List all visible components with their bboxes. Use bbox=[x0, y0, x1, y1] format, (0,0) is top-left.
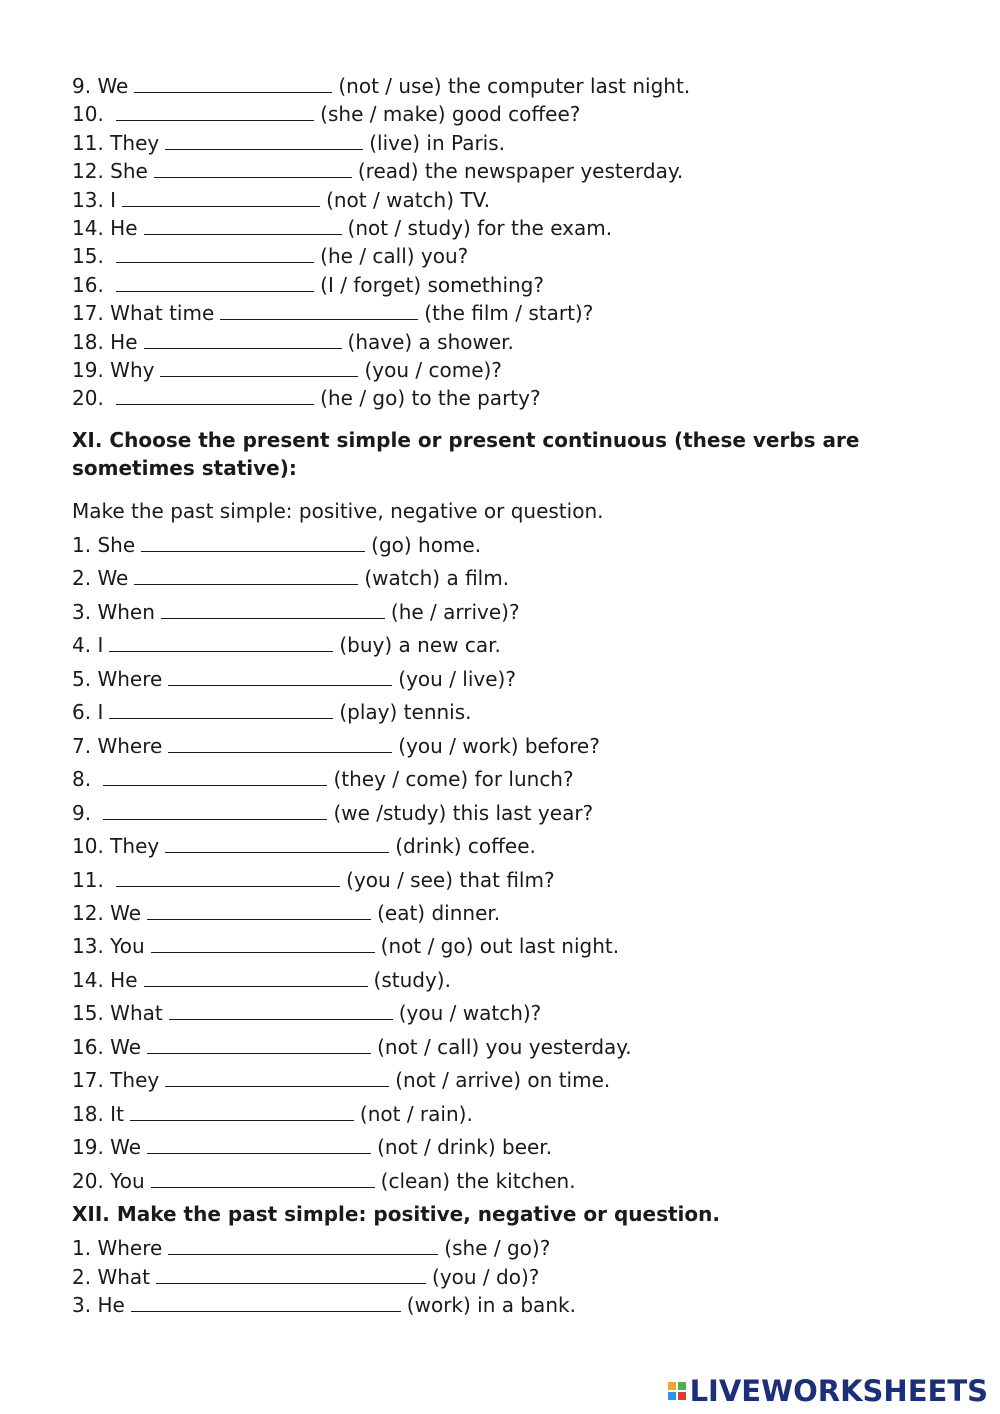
section-xi-instruction: Make the past simple: positive, negative or question. bbox=[72, 499, 604, 523]
xi-item bbox=[72, 1169, 576, 1193]
item-number: 13. bbox=[72, 187, 104, 212]
answer-blank[interactable] bbox=[116, 386, 314, 405]
item-number: 1. bbox=[72, 1236, 92, 1260]
item-number: 16. bbox=[72, 1034, 104, 1059]
xi-item bbox=[72, 968, 451, 992]
answer-blank[interactable] bbox=[122, 188, 320, 207]
xi-item bbox=[72, 533, 481, 557]
item-prompt: (not / rain). bbox=[359, 1101, 473, 1126]
item-prompt: (you / live)? bbox=[398, 666, 516, 691]
item-subject: They bbox=[110, 130, 160, 155]
item-number: 1. bbox=[72, 533, 92, 557]
item-prompt: (buy) a new car. bbox=[339, 633, 501, 658]
x-item bbox=[72, 358, 502, 382]
item-subject: We bbox=[110, 1034, 142, 1059]
answer-blank[interactable] bbox=[220, 301, 418, 320]
item-subject: He bbox=[97, 1293, 125, 1317]
item-prompt: (I / forget) something? bbox=[320, 272, 544, 297]
item-number: 10. bbox=[72, 102, 104, 127]
section-xii-heading: XII. Make the past simple: positive, negative or question. bbox=[72, 1202, 720, 1226]
item-number: 7. bbox=[72, 733, 92, 758]
item-number: 19. bbox=[72, 358, 104, 382]
item-prompt: (watch) a film. bbox=[364, 566, 510, 591]
xi-item bbox=[72, 734, 600, 758]
item-number: 11. bbox=[72, 867, 104, 892]
logo-square bbox=[668, 1382, 676, 1390]
item-number: 9. bbox=[72, 74, 92, 98]
logo-square bbox=[678, 1382, 686, 1390]
item-prompt: (play) tennis. bbox=[339, 700, 472, 725]
item-subject: I bbox=[97, 700, 104, 725]
item-prompt: (read) the newspaper yesterday. bbox=[357, 159, 684, 184]
item-prompt: (drink) coffee. bbox=[395, 834, 536, 859]
x-item bbox=[72, 74, 690, 98]
x-item bbox=[72, 273, 544, 297]
answer-blank[interactable] bbox=[131, 1293, 401, 1312]
item-subject: He bbox=[110, 967, 138, 992]
answer-blank[interactable] bbox=[147, 1135, 371, 1154]
item-prompt: (not / use) the computer last night. bbox=[338, 74, 691, 98]
item-prompt: (they / come) for lunch? bbox=[333, 767, 574, 792]
item-number: 14. bbox=[72, 216, 104, 240]
logo-square bbox=[668, 1392, 676, 1400]
logo-grid-icon bbox=[668, 1382, 686, 1400]
answer-blank[interactable] bbox=[161, 600, 385, 619]
item-number: 18. bbox=[72, 1101, 104, 1126]
answer-blank[interactable] bbox=[109, 700, 333, 719]
item-subject: You bbox=[110, 1168, 145, 1193]
item-number: 18. bbox=[72, 329, 104, 354]
section-xi-heading bbox=[72, 426, 892, 482]
answer-blank[interactable] bbox=[144, 216, 342, 235]
xii-item bbox=[72, 1236, 550, 1260]
xi-item bbox=[72, 1035, 632, 1059]
xi-item bbox=[72, 600, 520, 624]
xi-item bbox=[72, 667, 516, 691]
xi-item bbox=[72, 1102, 473, 1126]
item-prompt: (he / call) you? bbox=[320, 244, 469, 269]
xi-item bbox=[72, 633, 501, 657]
item-prompt: (eat) dinner. bbox=[377, 900, 501, 925]
answer-blank[interactable] bbox=[165, 131, 363, 150]
item-prompt: (not / arrive) on time. bbox=[395, 1068, 611, 1093]
x-item bbox=[72, 301, 593, 325]
item-number: 2. bbox=[72, 566, 92, 591]
item-prompt: (she / make) good coffee? bbox=[320, 102, 581, 127]
answer-blank[interactable] bbox=[134, 74, 332, 93]
item-number: 3. bbox=[72, 599, 92, 624]
answer-blank[interactable] bbox=[116, 868, 340, 887]
item-subject: He bbox=[110, 329, 138, 354]
item-prompt: (not / call) you yesterday. bbox=[377, 1034, 632, 1059]
answer-blank[interactable] bbox=[144, 330, 342, 349]
item-prompt: (clean) the kitchen. bbox=[380, 1168, 576, 1193]
item-subject: We bbox=[97, 74, 129, 98]
item-prompt: (we /study) this last year? bbox=[333, 800, 594, 825]
item-subject: Why bbox=[110, 358, 155, 382]
item-number: 15. bbox=[72, 1001, 104, 1026]
brand-name: LIVEWORKSHEETS bbox=[689, 1374, 988, 1408]
item-subject: We bbox=[110, 900, 142, 925]
xi-item bbox=[72, 1135, 552, 1159]
x-item bbox=[72, 159, 683, 183]
item-number: 20. bbox=[72, 386, 104, 411]
item-subject: They bbox=[110, 834, 160, 859]
item-subject: We bbox=[97, 566, 129, 591]
xi-item bbox=[72, 700, 472, 724]
item-subject: We bbox=[110, 1135, 142, 1160]
answer-blank[interactable] bbox=[156, 1265, 426, 1284]
item-subject: What time bbox=[110, 301, 215, 326]
item-prompt: (not / watch) TV. bbox=[326, 187, 491, 212]
item-prompt: (you / see) that film? bbox=[346, 867, 555, 892]
item-prompt: (she / go)? bbox=[444, 1236, 551, 1260]
item-number: 15. bbox=[72, 244, 104, 269]
answer-blank[interactable] bbox=[116, 244, 314, 263]
answer-blank[interactable] bbox=[103, 767, 327, 786]
item-number: 4. bbox=[72, 633, 92, 658]
item-number: 10. bbox=[72, 834, 104, 859]
item-subject: He bbox=[110, 216, 138, 240]
item-subject: They bbox=[110, 1068, 160, 1093]
item-subject: Where bbox=[97, 666, 163, 691]
answer-blank[interactable] bbox=[147, 901, 371, 920]
answer-blank[interactable] bbox=[116, 273, 314, 292]
answer-blank[interactable] bbox=[151, 934, 375, 953]
answer-blank[interactable] bbox=[151, 1169, 375, 1188]
liveworksheets-logo bbox=[668, 1374, 988, 1408]
item-number: 16. bbox=[72, 272, 104, 297]
answer-blank[interactable] bbox=[154, 159, 352, 178]
item-prompt: (you / watch)? bbox=[398, 1001, 542, 1026]
answer-blank[interactable] bbox=[144, 968, 368, 987]
xi-item bbox=[72, 934, 619, 958]
item-prompt: (you / come)? bbox=[364, 358, 502, 382]
answer-blank[interactable] bbox=[168, 734, 392, 753]
item-prompt: (have) a shower. bbox=[347, 329, 514, 354]
answer-blank[interactable] bbox=[103, 801, 327, 820]
item-subject: It bbox=[110, 1101, 124, 1126]
answer-blank[interactable] bbox=[169, 1001, 393, 1020]
x-item bbox=[72, 330, 514, 354]
item-number: 6. bbox=[72, 700, 92, 725]
x-item bbox=[72, 188, 490, 212]
logo-square bbox=[678, 1392, 686, 1400]
item-number: 9. bbox=[72, 800, 92, 825]
item-subject: What bbox=[110, 1001, 163, 1026]
item-prompt: (the film / start)? bbox=[424, 301, 594, 326]
answer-blank[interactable] bbox=[141, 533, 365, 552]
item-number: 19. bbox=[72, 1135, 104, 1160]
item-number: 17. bbox=[72, 301, 104, 326]
item-number: 2. bbox=[72, 1264, 92, 1289]
xii-item bbox=[72, 1293, 576, 1317]
item-subject: Where bbox=[97, 733, 163, 758]
section-xi-heading-line1: XI. Choose the present simple or present continuous (these verbs are bbox=[72, 428, 860, 452]
item-number: 12. bbox=[72, 900, 104, 925]
section-xi-heading-line2: sometimes stative): bbox=[72, 456, 297, 480]
item-subject: She bbox=[97, 533, 136, 557]
item-subject: I bbox=[97, 633, 104, 658]
xi-item bbox=[72, 1001, 541, 1025]
item-number: 11. bbox=[72, 130, 104, 155]
answer-blank[interactable] bbox=[147, 1035, 371, 1054]
item-prompt: (not / drink) beer. bbox=[377, 1135, 553, 1160]
item-number: 8. bbox=[72, 767, 92, 792]
item-prompt: (work) in a bank. bbox=[406, 1293, 576, 1317]
xi-item bbox=[72, 801, 593, 825]
item-number: 20. bbox=[72, 1168, 104, 1193]
answer-blank[interactable] bbox=[134, 566, 358, 585]
answer-blank[interactable] bbox=[160, 358, 358, 377]
item-prompt: (go) home. bbox=[371, 533, 482, 557]
answer-blank[interactable] bbox=[168, 667, 392, 686]
item-prompt: (you / work) before? bbox=[398, 733, 600, 758]
item-number: 3. bbox=[72, 1293, 92, 1317]
answer-blank[interactable] bbox=[168, 1236, 438, 1255]
xi-item bbox=[72, 566, 509, 590]
item-subject: She bbox=[110, 159, 148, 184]
x-item bbox=[72, 216, 612, 240]
item-prompt: (study). bbox=[373, 967, 451, 992]
item-number: 17. bbox=[72, 1068, 104, 1093]
item-subject: When bbox=[97, 599, 155, 624]
item-prompt: (he / arrive)? bbox=[390, 599, 520, 624]
xi-item bbox=[72, 1068, 610, 1092]
item-prompt: (you / do)? bbox=[432, 1264, 540, 1289]
item-number: 13. bbox=[72, 934, 104, 959]
item-subject: I bbox=[110, 187, 117, 212]
answer-blank[interactable] bbox=[165, 1068, 389, 1087]
x-item bbox=[72, 386, 541, 410]
x-item bbox=[72, 131, 505, 155]
item-number: 12. bbox=[72, 159, 104, 184]
answer-blank[interactable] bbox=[130, 1102, 354, 1121]
answer-blank[interactable] bbox=[109, 633, 333, 652]
item-prompt: (he / go) to the party? bbox=[320, 386, 541, 411]
x-item bbox=[72, 244, 468, 268]
item-subject: What bbox=[97, 1264, 151, 1289]
item-number: 14. bbox=[72, 967, 104, 992]
xi-item bbox=[72, 901, 500, 925]
item-prompt: (live) in Paris. bbox=[369, 130, 505, 155]
x-item bbox=[72, 102, 580, 126]
item-subject: Where bbox=[97, 1236, 163, 1260]
item-prompt: (not / go) out last night. bbox=[380, 934, 620, 959]
xi-item bbox=[72, 834, 536, 858]
answer-blank[interactable] bbox=[116, 102, 314, 121]
xi-item bbox=[72, 767, 574, 791]
xii-item bbox=[72, 1265, 539, 1289]
item-number: 5. bbox=[72, 666, 92, 691]
answer-blank[interactable] bbox=[165, 834, 389, 853]
xi-item bbox=[72, 868, 555, 892]
item-subject: You bbox=[110, 934, 145, 959]
item-prompt: (not / study) for the exam. bbox=[347, 216, 613, 240]
